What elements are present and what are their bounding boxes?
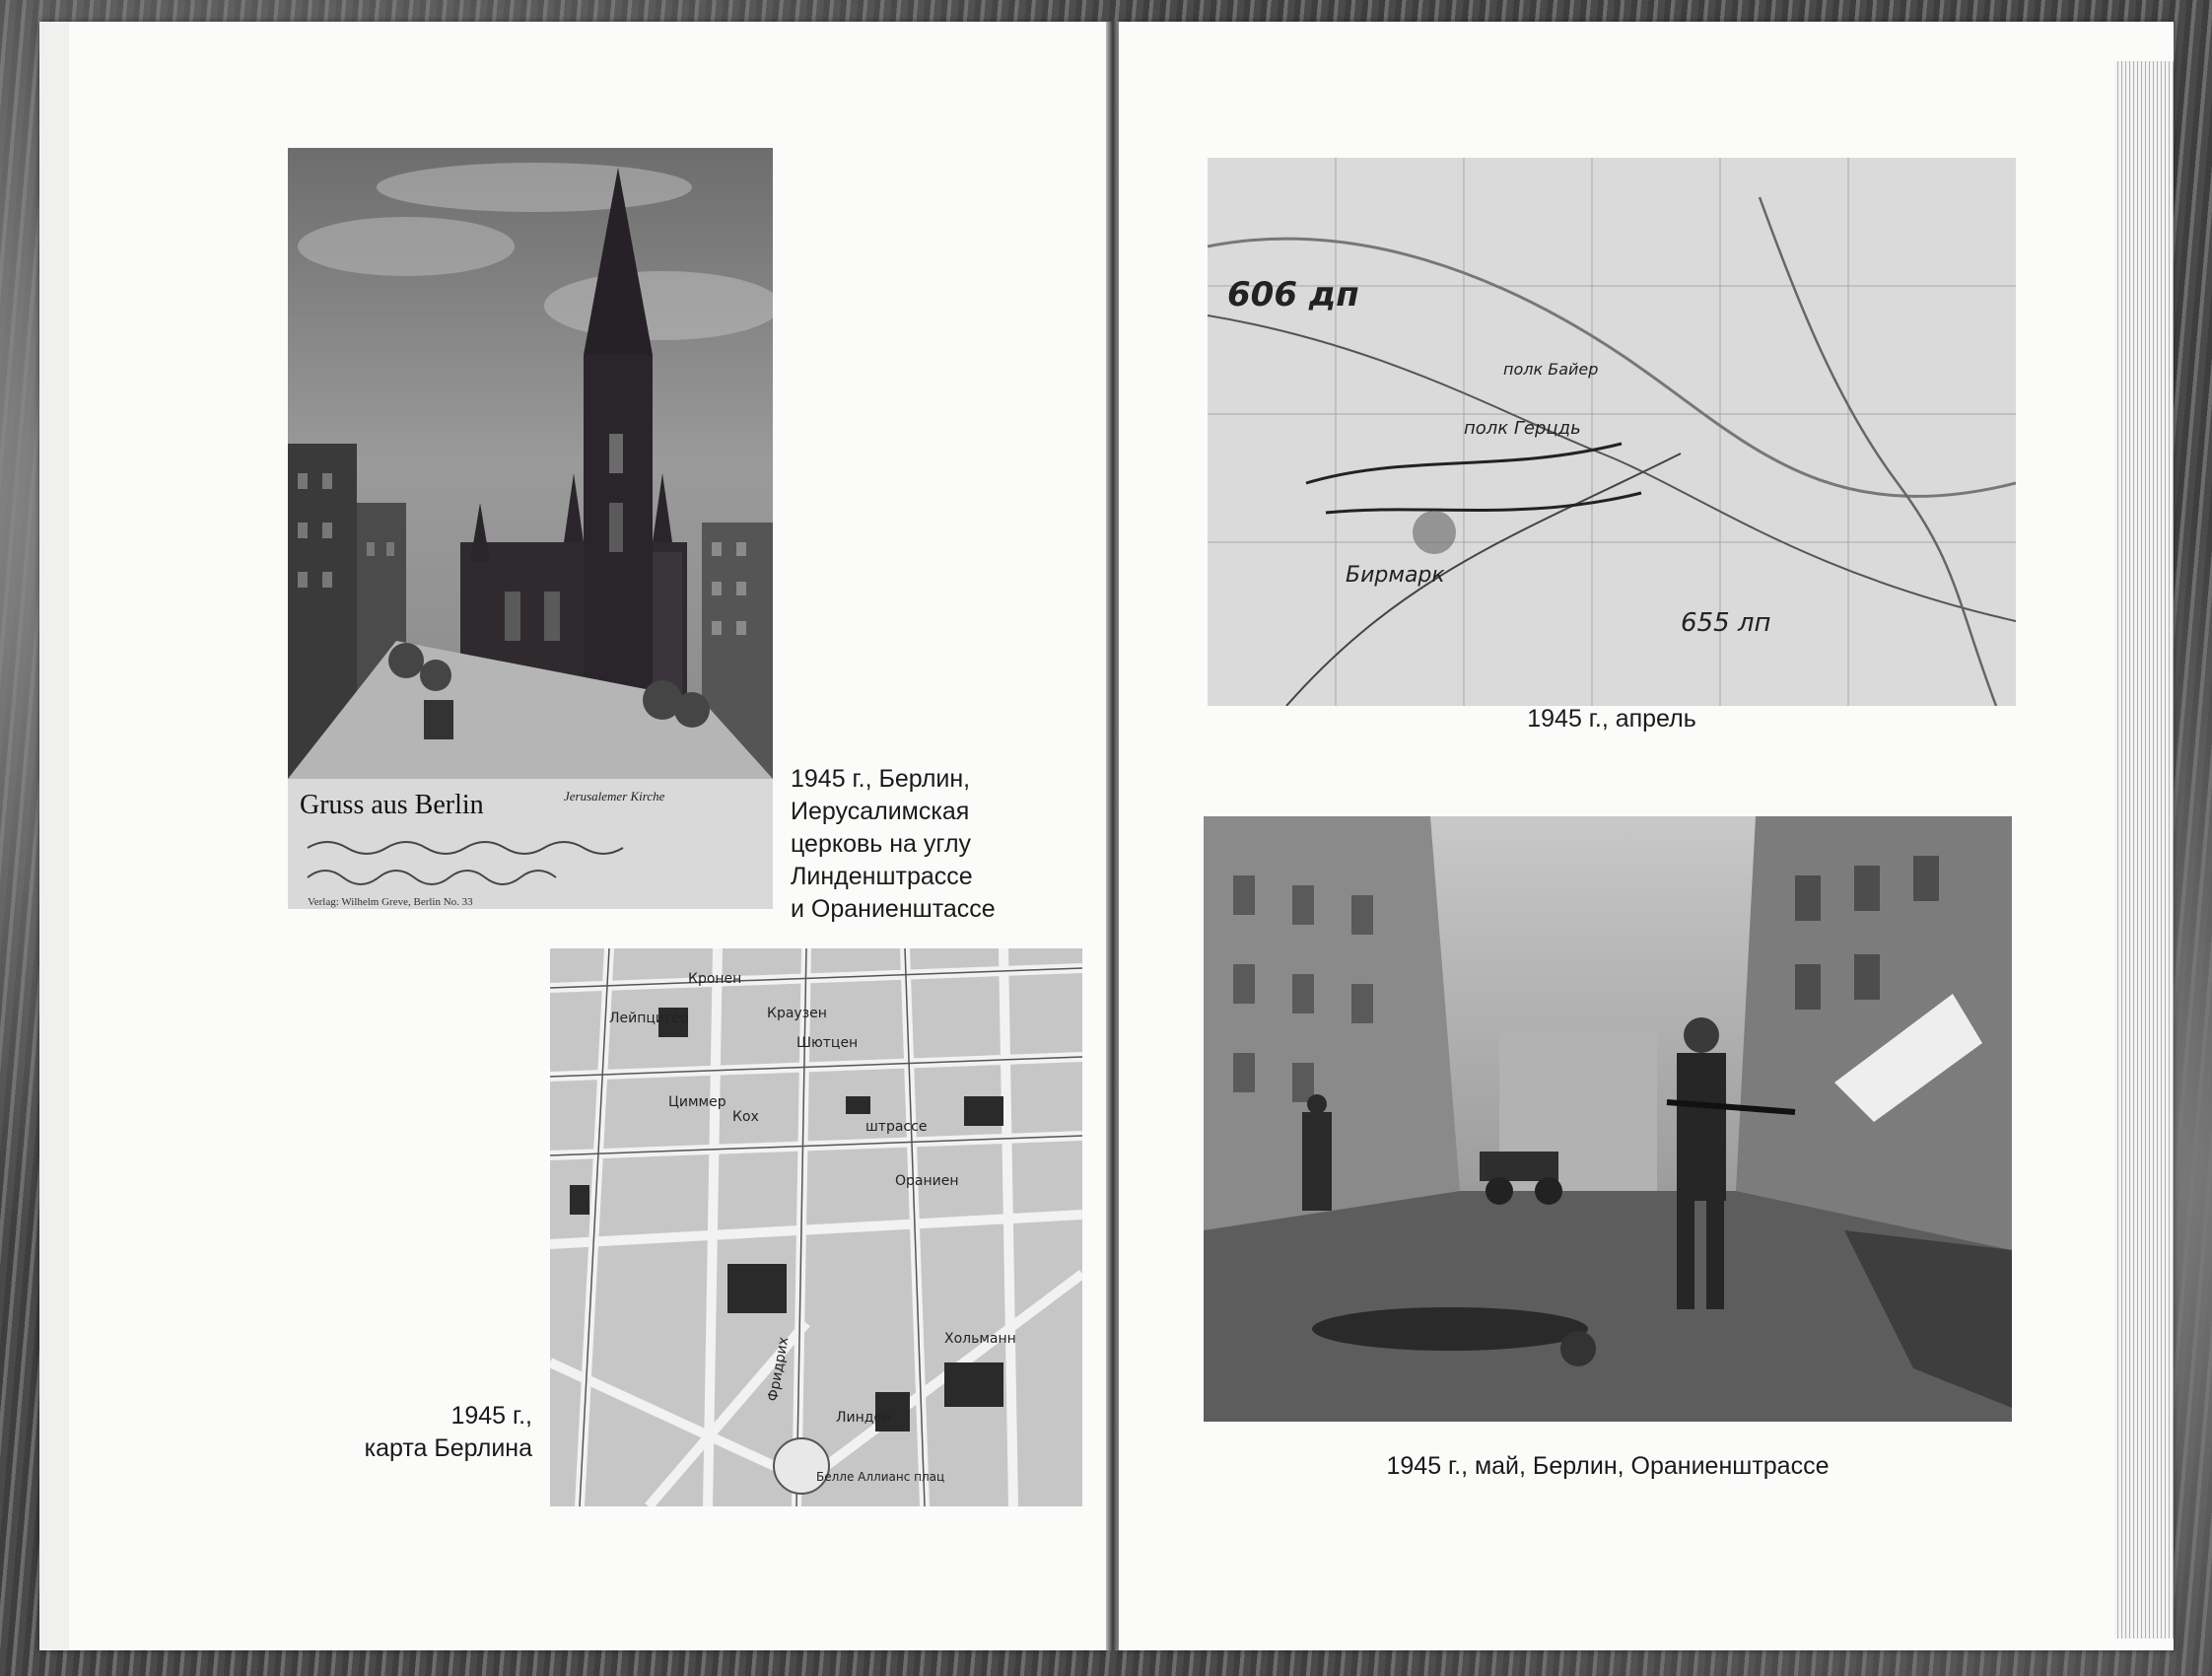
map-label-strasse: штрассе bbox=[865, 1119, 928, 1135]
book-spread bbox=[39, 22, 2174, 1650]
postcard-caption-line: Линденштрассе bbox=[791, 863, 973, 890]
map-label-kronen: Кронен bbox=[688, 971, 742, 987]
map-unit-606: 606 дп bbox=[1227, 275, 1359, 314]
book-gutter bbox=[1106, 22, 1120, 1650]
postcard-caption-line: и Ораниенштассе bbox=[791, 895, 996, 923]
map-label-linden: Линден bbox=[836, 1410, 892, 1426]
postcard-caption bbox=[791, 763, 1047, 926]
oranienstrasse-photo bbox=[1204, 816, 2012, 1422]
map-label-oranien: Ораниен bbox=[895, 1173, 959, 1189]
page-edges bbox=[2114, 61, 2174, 1639]
map-label-koch: Кох bbox=[732, 1109, 759, 1125]
right-page bbox=[1119, 22, 2174, 1650]
map-label-bayer: полк Байер bbox=[1503, 360, 1599, 379]
postcard-caption-line: Иерусалимская bbox=[791, 798, 970, 825]
postcard-church-label: Jerusalemer Kirche bbox=[564, 789, 665, 803]
map-caption-line: карта Берлина bbox=[364, 1434, 532, 1462]
left-page bbox=[39, 22, 1106, 1650]
map-caption-line: 1945 г., bbox=[450, 1402, 532, 1430]
map-label-bismark: Бирмарк bbox=[1346, 563, 1445, 588]
map-label-friedrich: Фридрих bbox=[765, 1335, 793, 1403]
map-label-krausen: Краузен bbox=[767, 1006, 827, 1021]
postcard-caption-line: церковь на углу bbox=[791, 830, 972, 858]
map-label-schuetzen: Шютцен bbox=[796, 1035, 859, 1051]
military-operations-map bbox=[1208, 158, 2016, 706]
map-label-belle-alliance: Белле Аллианс плац bbox=[816, 1470, 945, 1484]
map-label-gerdl: полк Герцдь bbox=[1464, 418, 1581, 439]
postcard-header-text: Gruss aus Berlin bbox=[300, 790, 484, 820]
map-unit-655: 655 лп bbox=[1681, 608, 1771, 638]
map-label-leipziger: Лейпцигер bbox=[609, 1011, 689, 1026]
map-label-zimmer: Циммер bbox=[668, 1094, 726, 1110]
postcard-jerusalem-church bbox=[288, 148, 773, 909]
berlin-street-map bbox=[550, 948, 1082, 1506]
postcard-caption-line: 1945 г., Берлин, bbox=[791, 765, 971, 793]
military-map-caption: 1945 г., апрель bbox=[1527, 705, 1696, 733]
postcard-publisher: Verlag: Wilhelm Greve, Berlin No. 33 bbox=[308, 896, 473, 908]
oranienstrasse-photo-caption: 1945 г., май, Берлин, Ораниенштрассе bbox=[1386, 1452, 1830, 1480]
map-label-hollmann: Хольманн bbox=[944, 1331, 1016, 1347]
berlin-map-caption bbox=[276, 1400, 532, 1465]
